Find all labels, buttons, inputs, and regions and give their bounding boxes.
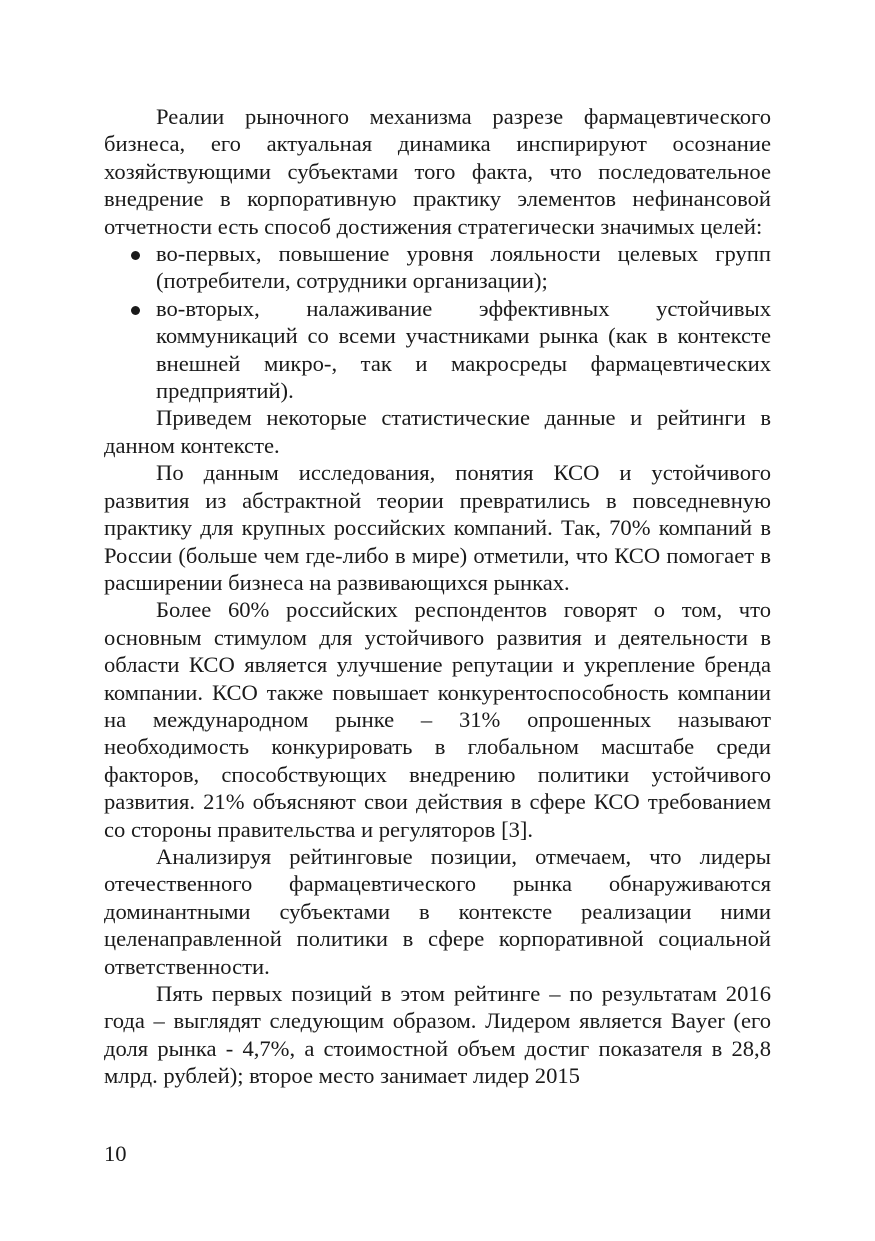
- body-paragraph: По данным исследования, понятия КСО и устойчивого развития из абстрактной теории превратились в повседневную практику для крупных российских компаний. Так, 70% компаний в России (больше чем где-либо в мире) отметили, что КСО помогает в расширении бизнеса на развивающихся рынках.: [104, 460, 771, 595]
- bullet-list: [104, 240, 771, 404]
- body-paragraph: Приведем некоторые статистические данные и рейтинги в данном контексте.: [104, 405, 771, 458]
- body-paragraph: Пять первых позиций в этом рейтинге – по результатам 2016 года – выглядят следующим образом. Лидером является Bayer (его доля рынка - 4,7%, а стоимостной объем достиг показателя в 28,8 млрд. рублей); второе место занимает лидер 2015: [104, 981, 771, 1089]
- bullet-dot-icon: [131, 251, 140, 260]
- bullet-item: [104, 240, 771, 295]
- bullet-item: [104, 295, 771, 405]
- bullet-text: во-первых, повышение уровня лояльности целевых групп (потребители, сотрудники организации);: [156, 241, 771, 294]
- intro-paragraph: Реалии рыночного механизма разрезе фармацевтического бизнеса, его актуальная динамика инспирируют осознание хозяйствующими субъектами того факта, что последовательное внедрение в корпоративную практику элементов нефинансовой отчетности есть способ достижения стратегически значимых целей:: [104, 104, 771, 239]
- body-paragraph: Более 60% российских респондентов говорят о том, что основным стимулом для устойчивого развития и деятельности в области КСО является улучшение репутации и укрепление бренда компании. КСО также повышает конкурентоспособность компании на международном рынке – 31% опрошенных называют необходимость конкурировать в глобальном масштабе среди факторов, способствующих внедрению политики устойчивого развития. 21% объясняют свои действия в сфере КСО требованием со стороны правительства и регуляторов [3].: [104, 597, 771, 842]
- body-paragraph: Анализируя рейтинговые позиции, отмечаем, что лидеры отечественного фармацевтического рынка обнаруживаются доминантными субъектами в контексте реализации ними целенаправленной политики в сфере корпоративной социальной ответственности.: [104, 843, 771, 979]
- bullet-dot-icon: [131, 306, 140, 315]
- page-number: 10: [104, 1141, 127, 1166]
- bullet-text: во-вторых, налаживание эффективных устойчивых коммуникаций со всеми участниками рынка (как в контексте внешней микро-, так и макросреды фармацевтических предприятий).: [156, 295, 771, 404]
- document-page: [104, 103, 771, 1090]
